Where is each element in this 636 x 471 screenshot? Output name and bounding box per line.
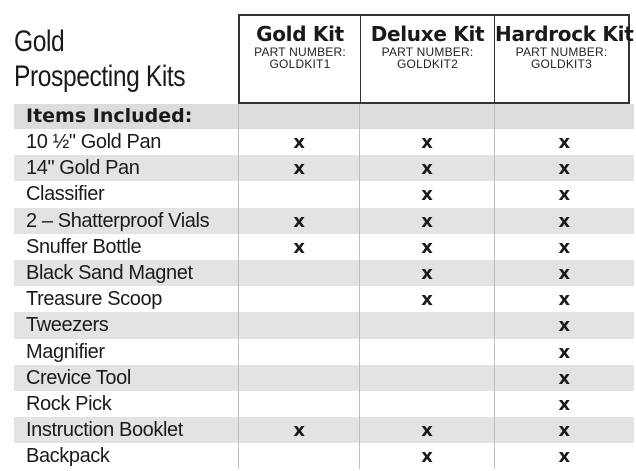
header-cell [494,104,634,129]
included-mark [238,443,359,469]
item-label: Instruction Booklet [26,419,183,442]
included-mark: x [359,234,493,260]
included-mark: x [494,181,634,207]
part-number-label: PART NUMBER: [254,45,346,59]
item-label: 2 – Shatterproof Vials [26,209,210,232]
items-table [14,104,634,469]
title-line-1: Gold [14,25,65,58]
included-mark [238,339,359,365]
included-mark: x [238,417,359,443]
item-label: Tweezers [26,314,109,337]
kit-name: Gold Kit [256,22,344,46]
included-mark: x [359,208,493,234]
included-mark [238,181,359,207]
items-header-row [14,104,634,129]
kit-name: Hardrock Kit [495,22,634,46]
included-mark: x [494,443,634,469]
included-mark: x [494,260,634,286]
item-label: Rock Pick [26,392,112,415]
included-mark: x [494,391,634,417]
table-row [14,365,634,391]
item-label: Snuffer Bottle [26,235,142,258]
header-cell [359,104,493,129]
included-mark: x [494,417,634,443]
item-label: Treasure Scoop [26,288,162,311]
header-cell [238,104,359,129]
item-label: Magnifier [26,340,105,363]
included-mark: x [238,234,359,260]
part-number-label: PART NUMBER: [381,45,474,59]
kit-header-gold [238,14,360,104]
item-label: Crevice Tool [26,366,131,389]
included-mark: x [238,155,359,181]
table-row [14,443,634,469]
included-mark [238,365,359,391]
table-row [14,391,634,417]
included-mark: x [359,286,493,312]
included-mark [238,391,359,417]
included-mark: x [494,312,634,338]
included-mark [359,365,493,391]
included-mark: x [359,260,493,286]
table-row [14,417,634,443]
page-title [14,24,185,94]
item-label: Black Sand Magnet [26,261,193,284]
items-header: Items Included: [26,105,193,127]
kit-header-hardrock [494,14,634,104]
included-mark: x [494,365,634,391]
table-row [14,339,634,365]
table-row [14,312,634,338]
included-mark: x [359,155,493,181]
included-mark [359,391,493,417]
item-label: 10 ½" Gold Pan [26,131,161,153]
part-number-value: GOLDKIT2 [397,57,458,71]
item-label: Backpack [26,445,110,468]
item-label: Classifier [26,183,105,206]
item-label: 14" Gold Pan [26,157,140,180]
included-mark [359,312,493,338]
table-row [14,260,634,286]
included-mark [238,286,359,312]
table-row [14,181,634,207]
included-mark: x [359,443,493,469]
included-mark: x [359,181,493,207]
included-mark: x [238,208,359,234]
table-row [14,286,634,312]
kit-name: Deluxe Kit [370,22,485,46]
included-mark: x [494,155,634,181]
included-mark: x [494,234,634,260]
kit-header-deluxe [360,14,494,104]
part-number-value: GOLDKIT3 [531,57,592,71]
table-row [14,208,634,234]
included-mark: x [494,339,634,365]
included-mark [359,339,493,365]
included-mark: x [494,129,634,155]
included-mark: x [359,417,493,443]
table-row [14,234,634,260]
table-row [14,155,634,181]
included-mark [238,312,359,338]
included-mark: x [238,129,359,155]
included-mark [238,260,359,286]
included-mark: x [494,208,634,234]
included-mark: x [494,286,634,312]
title-line-2: Prospecting Kits [14,60,186,93]
included-mark: x [359,129,493,155]
table-row [14,129,634,155]
part-number-label: PART NUMBER: [515,45,608,59]
part-number-value: GOLDKIT1 [269,57,331,71]
